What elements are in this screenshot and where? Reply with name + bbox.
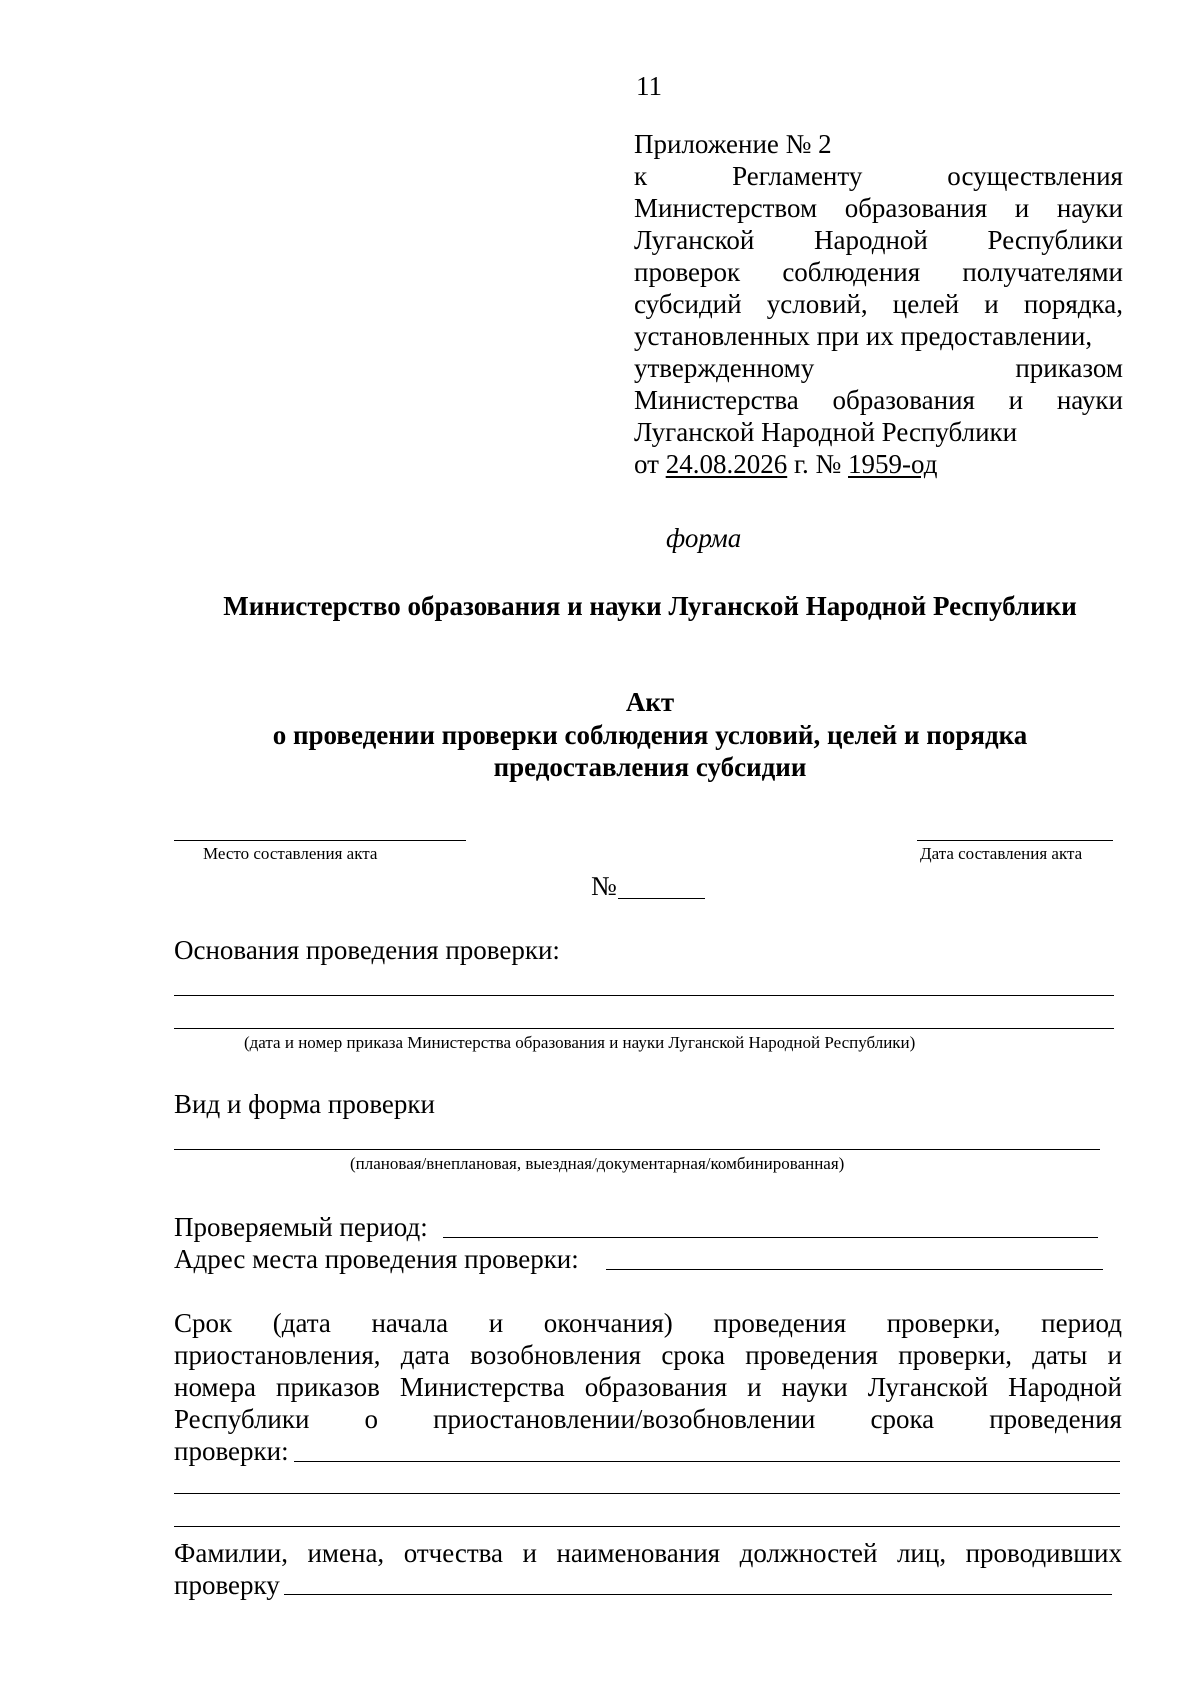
appendix-block	[634, 128, 1123, 480]
term-line-blank	[174, 1493, 1120, 1494]
inspectors-line: Фамилии, имена, отчества и наименования должностей лиц, проводивших	[174, 1538, 1122, 1568]
appendix-line: утвержденному приказом	[634, 353, 1123, 383]
appendix-date-line: от 24.08.2026 г. № 1959-од	[634, 449, 938, 479]
period-line	[443, 1237, 1098, 1238]
appendix-date: 24.08.2026	[665, 449, 788, 479]
appendix-line: Министерством образования и науки	[634, 193, 1123, 223]
period-label: Проверяемый период:	[174, 1212, 428, 1242]
appendix-line: проверок соблюдения получателями	[634, 257, 1123, 287]
term-line: номера приказов Министерства образования и науки Луганской Народной	[174, 1372, 1122, 1402]
grounds-line	[174, 995, 1114, 996]
term-line: Республики о приостановлении/возобновлении срока проведения	[174, 1404, 1122, 1434]
inspectors-block	[174, 1537, 1122, 1601]
appendix-line: к Регламенту осуществления	[634, 161, 1123, 191]
type-caption: (плановая/внеплановая, выездная/документарная/комбинированная)	[350, 1154, 845, 1173]
date-caption: Дата составления акта	[920, 844, 1083, 863]
term-line: проверки:	[174, 1436, 289, 1466]
inspectors-line: проверку	[174, 1570, 280, 1600]
appendix-line: Луганской Народной Республики	[634, 417, 1018, 447]
date-line	[917, 840, 1113, 841]
term-line: Срок (дата начала и окончания) проведения проверки, период	[174, 1308, 1122, 1338]
act-number-sign: №	[591, 871, 617, 901]
place-caption: Место составления акта	[203, 844, 378, 863]
term-line-blank	[174, 1526, 1120, 1527]
act-subtitle: о проведении проверки соблюдения условий, целей и порядка	[272, 720, 1028, 750]
ministry-heading: Министерство образования и науки Луганской Народной Республики	[223, 591, 1077, 621]
act-subtitle: предоставления субсидии	[493, 752, 807, 782]
act-number-line	[618, 898, 705, 899]
page-number: 11	[636, 71, 662, 101]
address-label: Адрес места проведения проверки:	[174, 1244, 579, 1274]
appendix-line: Луганской Народной Республики	[634, 225, 1123, 255]
inspectors-line-blank	[284, 1594, 1112, 1595]
grounds-line	[174, 1028, 1114, 1029]
type-line	[174, 1149, 1100, 1150]
form-label: форма	[666, 523, 742, 553]
term-line: приостановления, дата возобновления срока проведения проверки, даты и	[174, 1340, 1122, 1370]
appendix-line: установленных при их предоставлении,	[634, 321, 1093, 351]
appendix-line: субсидий условий, целей и порядка,	[634, 289, 1123, 319]
place-line	[174, 840, 466, 841]
appendix-title: Приложение № 2	[634, 129, 832, 159]
address-line	[606, 1269, 1103, 1270]
term-line-blank	[294, 1461, 1120, 1462]
appendix-number: 1959-од	[848, 449, 938, 479]
grounds-caption: (дата и номер приказа Министерства образования и науки Луганской Народной Республики)	[244, 1033, 916, 1052]
term-block	[174, 1307, 1122, 1467]
act-title: Акт	[625, 687, 675, 717]
appendix-line: Министерства образования и науки	[634, 385, 1123, 415]
grounds-label: Основания проведения проверки:	[174, 935, 560, 965]
type-label: Вид и форма проверки	[174, 1089, 435, 1119]
